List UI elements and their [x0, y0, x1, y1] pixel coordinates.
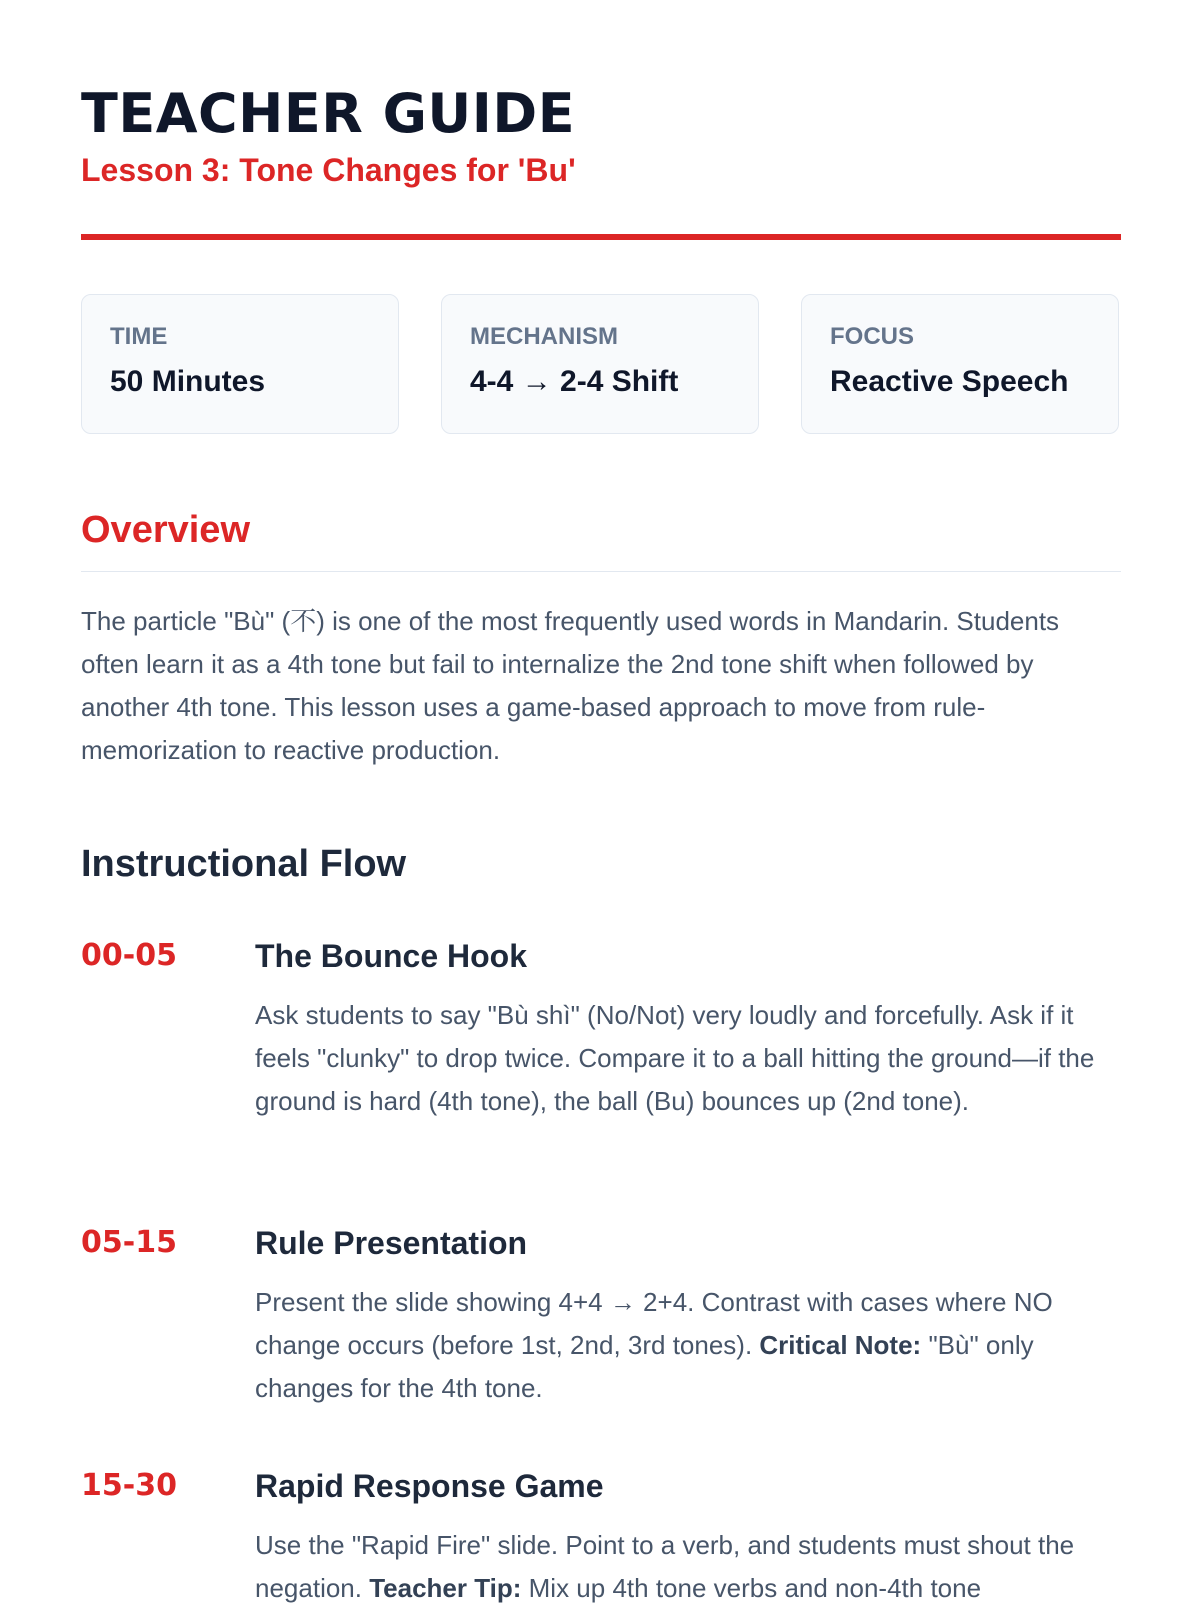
stat-card-time [81, 294, 399, 434]
stat-card-focus [801, 294, 1119, 434]
flow-desc-text: Mix up 4th tone verbs and non-4th tone [521, 1573, 982, 1603]
stat-value: Reactive Speech [830, 365, 1069, 398]
flow-title: Rule Presentation [255, 1225, 528, 1261]
flow-desc-text: Present the slide showing 4+4 → 2+4. Contrast with cases where NO change occurs (before 1st, 2nd, 3rd tones). [255, 1287, 1053, 1360]
lesson-stats [81, 294, 1121, 436]
overview-text: The particle "Bù" (不) is one of the most frequently used words in Mandarin. Students often learn it as a 4th tone but fail to internalize the 2nd tone shift when followed by another 4th tone. This lesson uses a game-based approach to move from rule-memorization to reactive production. [81, 606, 1060, 765]
page-title: TEACHER GUIDE [81, 82, 576, 145]
critical-note-label: Critical Note: [759, 1330, 922, 1360]
teacher-tip-label: Teacher Tip: [369, 1573, 522, 1603]
flow-title: The Bounce Hook [255, 938, 528, 974]
overview-heading: Overview [81, 509, 250, 551]
header-divider [81, 234, 1121, 240]
flow-description: Ask students to say "Bù shì" (No/Not) very loudly and forcefully. Ask if it feels "clunky" to drop twice. Compare it to a ball hitting the ground—if the ground is hard (4th tone), the ball (Bu) bounces up (2nd tone). [255, 1000, 1095, 1116]
flow-desc-text: Use the "Rapid Fire" slide. Point to a verb, and students must shout the negation. [255, 1530, 1075, 1603]
flow-description [255, 1524, 1121, 1610]
flow-desc-text: "Bù" only changes for the 4th tone. [255, 1330, 1034, 1403]
stat-card-mechanism [441, 294, 759, 434]
stat-label: TIME [110, 323, 168, 350]
flow-time: 00-05 [81, 938, 177, 973]
flow-time: 15-30 [81, 1468, 177, 1503]
flow-title: Rapid Response Game [255, 1468, 604, 1504]
stat-value: 4-4 → 2-4 Shift [470, 365, 679, 398]
flow-time: 05-15 [81, 1225, 177, 1260]
stat-label: FOCUS [830, 323, 914, 350]
instructional-flow-heading: Instructional Flow [81, 843, 407, 885]
lesson-subtitle: Lesson 3: Tone Changes for 'Bu' [81, 152, 576, 188]
flow-description [255, 1281, 1121, 1410]
section-divider [81, 571, 1121, 572]
stat-value: 50 Minutes [110, 365, 266, 398]
stat-label: MECHANISM [470, 323, 618, 350]
